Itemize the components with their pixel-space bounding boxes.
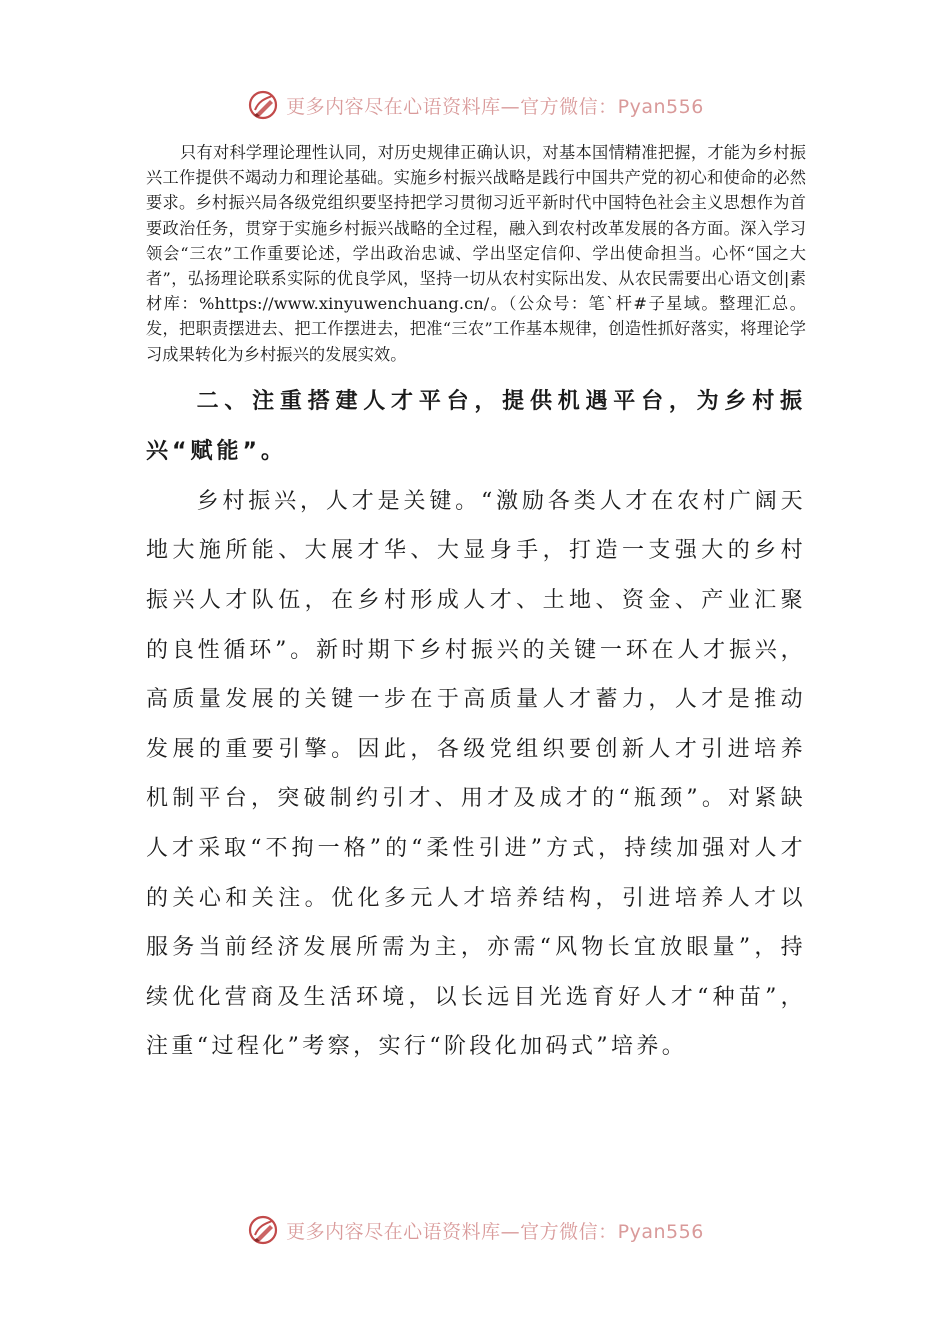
header-watermark-banner <box>0 85 950 125</box>
document-body <box>146 140 806 1072</box>
paragraph-theory-study: 只有对科学理论理性认同，对历史规律正确认识，对基本国情精准把握，才能为乡村振兴工作提供不竭动力和理论基础。实施乡村振兴战略是践行中国共产党的初心和使命的必然要求。乡村振兴局各级党组织要坚持把学习贯彻习近平新时代中国特色社会主义思想作为首要政治任务，贯穿于实施乡村振兴战略的全过程，融入到农村改革发展的各方面。深入学习领会“三农”工作重要论述，学出政治忠诚、学出坚定信仰、学出使命担当。心怀“国之大者”，弘扬理论联系实际的优良学风，坚持一切从农村实际出发、从农民需要出心语文创|素材库：%https://www.xinyuwenchuang.cn/。（公众号：笔`杆#子星域。整理汇总。发，把职责摆进去、把工作摆进去，把准“三农”工作基本规律，创造性抓好落实，将理论学习成果转化为乡村振兴的发展实效。 <box>146 143 806 364</box>
footer-watermark-banner <box>0 1210 950 1250</box>
header-watermark-text: 更多内容尽在心语资料库—官方微信：Pyan556 <box>286 95 704 118</box>
footer-watermark-text: 更多内容尽在心语资料库—官方微信：Pyan556 <box>286 1220 704 1243</box>
paragraph-talent: 乡村振兴，人才是关键。“激励各类人才在农村广阔天地大施所能、大展才华、大显身手，打造一支强大的乡村振兴人才队伍，在乡村形成人才、土地、资金、产业汇聚的良性循环”。新时期下乡村振兴的关键一环在人才振兴，高质量发展的关键一步在于高质量人才蓄力，人才是推动发展的重要引擎。因此，各级党组织要创新人才引进培养机制平台，突破制约引才、用才及成才的“瓶颈”。对紧缺人才采取“不拘一格”的“柔性引进”方式，持续加强对人才的关心和关注。优化多元人才培养结构，引进培养人才以服务当前经济发展所需为主，亦需“风物长宜放眼量”，持续优化营商及生活环境，以长远目光选育好人才“种苗”，注重“过程化”考察，实行“阶段化加码式”培养。 <box>146 488 806 1060</box>
pen-swirl-logo-icon <box>246 1213 280 1247</box>
pen-swirl-logo-icon <box>246 88 280 122</box>
section-heading-talent-platform: 二、注重搭建人才平台，提供机遇平台，为乡村振兴“赋能”。 <box>146 388 806 464</box>
